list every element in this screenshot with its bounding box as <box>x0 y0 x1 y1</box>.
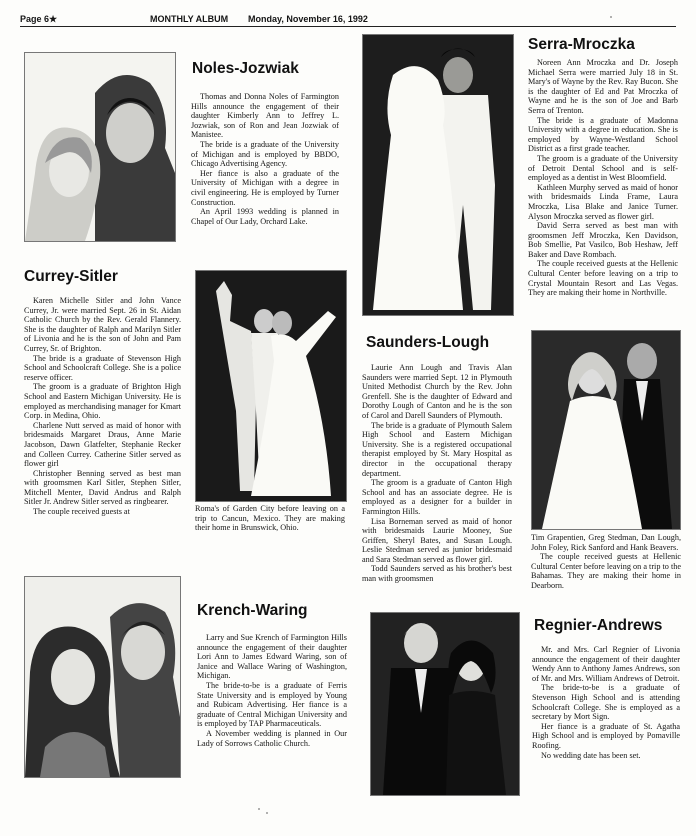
saunders-lough-continuation <box>531 533 681 591</box>
paragraph: The couple received guests at <box>33 507 130 517</box>
paragraph: The bride-to-be is a graduate of Stevenson High School and is attending Schoolcraft College. She is employed as a secretary by Mort Sign. <box>532 683 680 722</box>
paragraph: Noreen Ann Mroczka and Dr. Joseph Michael Serra were married July 18 in St. Mary's of Wayne by the Rev. Ray Bucon. She is the daughter of Ed and Pat Mroczka of Wayne and he is the son of Joe and Barb Serra of Trenton. <box>528 58 678 115</box>
noles-jozwiak-photo <box>24 52 176 242</box>
paragraph: Charlene Nutt served as maid of honor with bridesmaids Margaret Draus, Anne Marie Jacobson, Dawn Glatfelter, Stephanie Recker and Colleen Currey. Catherine Sitler served as flower girl <box>24 420 181 469</box>
scan-speck <box>258 808 260 810</box>
paragraph: Mr. and Mrs. Carl Regnier of Livonia announce the engagement of their daughter Wendy Ann to Anthony James Andrews, son of Mr. and Mrs. William Andrews of Detroit. <box>532 645 680 683</box>
paragraph: The bride-to-be is a graduate of Ferris State University and is employed by Young and Rubicam Advertising. Her fiance is a graduate of Central Michigan University and is employed by TAP Pharmaceuticals. <box>197 680 347 729</box>
paragraph: A November wedding is planned in Our Lady of Sorrows Catholic Church. <box>197 728 347 748</box>
regnier-andrews-text <box>532 645 680 760</box>
paragraph: The groom is a graduate of the University of Detroit Dental School and is self-employed as a dentist in West Bloomfield. <box>528 153 678 183</box>
page-header <box>20 14 676 27</box>
publication-name: MONTHLY ALBUM <box>150 14 229 24</box>
paragraph: The groom is a graduate of Brighton High School and Eastern Michigan University. He is employed as merchandising manager for Kmart Corp. in Medina, Ohio. <box>24 382 181 421</box>
paragraph: The bride is a graduate of Plymouth Salem High School and Eastern Michigan University. She is a registered occupational therapist employed by St. Mary Hospital as director in the occupational therapy department. <box>362 420 512 478</box>
saunders-lough-photo <box>531 330 681 530</box>
paragraph: The couple received guests at the Hellenic Cultural Center before leaving on a trip to Crystal Mountain Resort and Las Vegas. They are making their home in Northville. <box>528 259 678 298</box>
paragraph: The bride is a graduate of the University of Michigan and is employed by BBDO, Chicago Advertising Agency. <box>191 139 339 169</box>
krench-waring-headline: Krench-Waring <box>197 602 308 619</box>
noles-jozwiak-text <box>191 92 339 226</box>
currey-sitler-headline: Currey-Sitler <box>24 268 118 285</box>
paragraph: The bride is a graduate of Stevenson High School and Schoolcraft College. She is a police reserve officer. <box>24 353 181 382</box>
paragraph: Karen Michelle Sitler and John Vance Currey, Jr. were married Sept. 26 in St. Aidan Catholic Church by the Rev. Gerald Flannery. She is the daughter of Ralph and Marilyn Sitler of Livonia and he is the son of John and Pam Currey, Sr. of Brighton. <box>24 296 181 353</box>
paragraph: Lisa Borneman served as maid of honor with bridesmaids Laurie Mooney, Sue Griffen, Sheryl Bates, and Susan Lough. Leslie Stedman served as junior bridesmaid and Sara Stedman served as flower girl. <box>362 516 512 564</box>
paragraph: Christopher Benning served as best man with groomsmen Karl Sitler, Stephen Sitler, Mitchell Menter, David Andrus and Ralph Sitler Jr. Andrew Sitler served as ringbearer. <box>24 468 181 507</box>
krench-waring-photo <box>24 576 181 778</box>
serra-mroczka-headline: Serra-Mroczka <box>528 36 635 53</box>
paragraph: Kathleen Murphy served as maid of honor with bridesmaids Linda Frame, Laura Mroczka, Lisa Blake and Janice Turner. Alyson Mroczka served as flower girl. <box>528 182 678 221</box>
serra-mroczka-text <box>528 58 678 298</box>
paragraph: Her fiance is a graduate of St. Agatha High School and is employed by Pomaville Roofing. <box>532 721 680 750</box>
issue-date: Monday, November 16, 1992 <box>248 14 368 24</box>
currey-sitler-text <box>24 296 181 517</box>
paragraph: Her fiance is also a graduate of the University of Michigan with a degree in civil engineering. He is employed by Turner Construction. <box>191 168 339 207</box>
paragraph: Laurie Ann Lough and Travis Alan Saunders were married Sept. 12 in Plymouth United Methodist Church by the Rev. John Grenfell. She is the daughter of Edward and Dorothy Lough of Canton and he is the son of Carol and Darell Saunders of Plymouth. <box>362 363 512 420</box>
serra-mroczka-photo <box>362 34 514 316</box>
paragraph: David Serra served as best man with groomsmen Jeff Mroczka, Ken Davidson, Bob Smellie, Pat Vasilco, Bob Heshaw, Jeff Baker and Dave Rombach. <box>528 221 678 259</box>
noles-jozwiak-headline: Noles-Jozwiak <box>192 60 299 77</box>
paragraph: An April 1993 wedding is planned in Chapel of Our Lady, Orchard Lake. <box>191 207 339 226</box>
page-number: Page 6★ <box>20 14 58 24</box>
regnier-andrews-headline: Regnier-Andrews <box>534 617 663 634</box>
saunders-lough-text <box>362 363 512 584</box>
saunders-lough-headline: Saunders-Lough <box>366 334 490 351</box>
paragraph: Larry and Sue Krench of Farmington Hills announce the engagement of their daughter Lori Ann to James Edward Waring, son of Janice and Wallace Waring of Washington, Michigan. <box>197 633 347 681</box>
paragraph: The couple received guests at Hellenic Cultural Center before leaving on a trip to the Bahamas. They are making their home in Dearborn. <box>531 552 681 590</box>
currey-sitler-continuation <box>195 504 345 533</box>
regnier-andrews-photo <box>370 612 520 796</box>
currey-sitler-photo <box>195 270 347 502</box>
paragraph: Roma's of Garden City before leaving on a trip to Cancun, Mexico. They are making their home in Brunswick, Ohio. <box>195 504 345 533</box>
scan-speck <box>266 812 268 814</box>
krench-waring-text <box>197 633 347 748</box>
paragraph: Todd Saunders served as his brother's best man with groomsmen <box>362 564 512 584</box>
paragraph: Thomas and Donna Noles of Farmington Hills announce the engagement of their daughter Kimberly Ann to Jeffrey L. Jozwiak, son of Ron and Jean Jozwiak of Manistee. <box>191 92 339 140</box>
paragraph: No wedding date has been set. <box>541 750 641 760</box>
paragraph: The groom is a graduate of Canton High School and has an associate degree. He is employed as a designer for a builder in Farmington Hills. <box>362 478 512 516</box>
paragraph: The bride is a graduate of Madonna University with a degree in education. She is employed by Wayne-Westland School District as a first grade teacher. <box>528 115 678 154</box>
scan-speck <box>610 16 612 18</box>
paragraph: Tim Grapentien, Greg Stedman, Dan Lough, John Foley, Rick Sanford and Hank Beavers. <box>531 533 681 552</box>
